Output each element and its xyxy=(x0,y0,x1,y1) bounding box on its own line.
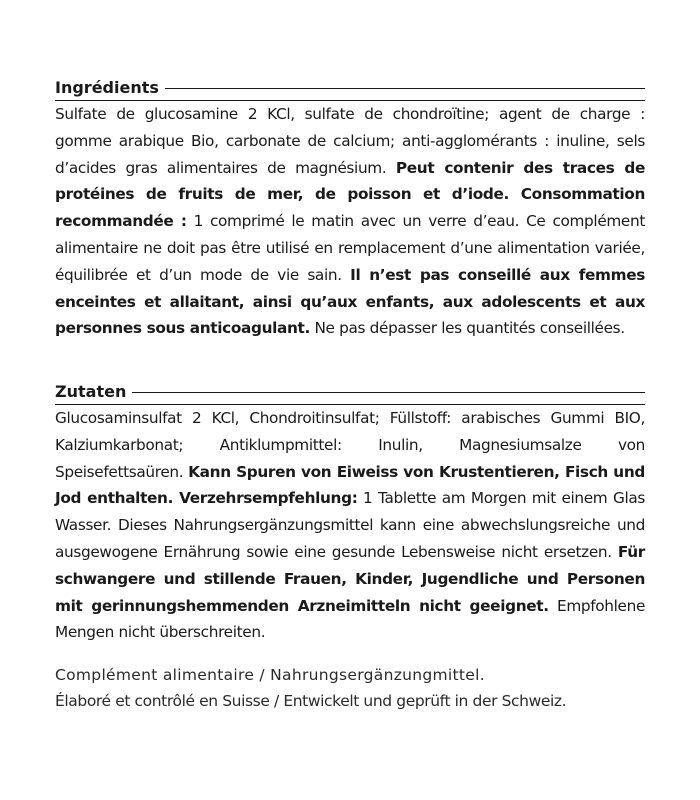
german-heading-row xyxy=(55,380,645,404)
german-ingredients-text xyxy=(55,404,645,646)
german-contraindication: Für schwangere und stillende Frauen, Kinder, Jugendliche und Personen mit gerinnungshemmenden Arzneimitteln nicht geeignet. xyxy=(55,542,645,615)
french-heading-rule xyxy=(165,88,645,89)
german-section xyxy=(55,380,645,646)
french-heading-row xyxy=(55,76,645,100)
french-heading: Ingrédients xyxy=(55,78,159,97)
french-dosage: 1 comprimé le matin avec un verre d’eau. Ce complément alimentaire ne doit pas être utilisé en remplacement d’une alimentation variée, équilibrée et d’un mode de vie sain. xyxy=(55,212,645,284)
french-allergen-warning: Peut contenir des traces de protéines de fruits de mer, de poisson et d’iode. Consommation recommandée : xyxy=(55,158,646,231)
french-section xyxy=(55,76,645,377)
footer-origin: Élaboré et contrôlé en Suisse / Entwickelt und geprüft in der Schweiz. xyxy=(55,692,567,710)
german-allergen-warning: Kann Spuren von Eiweiss von Krustentieren, Fisch und Jod enthalten. Verzehrsempfehlung: xyxy=(55,462,645,508)
german-heading: Zutaten xyxy=(55,382,127,401)
german-max-dose: Empfohlene Mengen nicht überschreiten. xyxy=(55,596,646,642)
german-dosage: 1 Tablette am Morgen mit einem Glas Wasser. Dieses Nahrungsergänzungsmittel kann eine abwechslungsreiche und ausgewogene Ernährung sowie eine gesunde Lebensweise nicht ersetzen. xyxy=(55,489,645,561)
french-composition: Sulfate de glucosamine 2 KCl, sulfate de chondroïtine; agent de charge : gomme arabique Bio, carbonate de calcium; anti-agglomérants : inuline, sels d’acides gras alimentaires de magnésium. xyxy=(55,105,645,177)
french-max-dose: Ne pas dépasser les quantités conseillées. xyxy=(314,319,625,338)
footer xyxy=(55,662,655,714)
german-composition: Glucosaminsulfat 2 KCl, Chondroitinsulfat; Füllstoff: arabisches Gummi BIO, Kalziumkarbonat; Antiklumpmittel: Inulin, Magnesiumsalze von Speisefettsaüren. xyxy=(55,409,645,481)
footer-product-type: Complément alimentaire / Nahrungsergänzungmittel. xyxy=(55,666,485,684)
french-ingredients-text xyxy=(55,100,645,377)
french-contraindication: Il n’est pas conseillé aux femmes enceintes et allaitant, ainsi qu’aux enfants, aux adolescents et aux personnes sous anticoagulant. xyxy=(55,265,645,338)
german-heading-rule xyxy=(132,392,645,393)
